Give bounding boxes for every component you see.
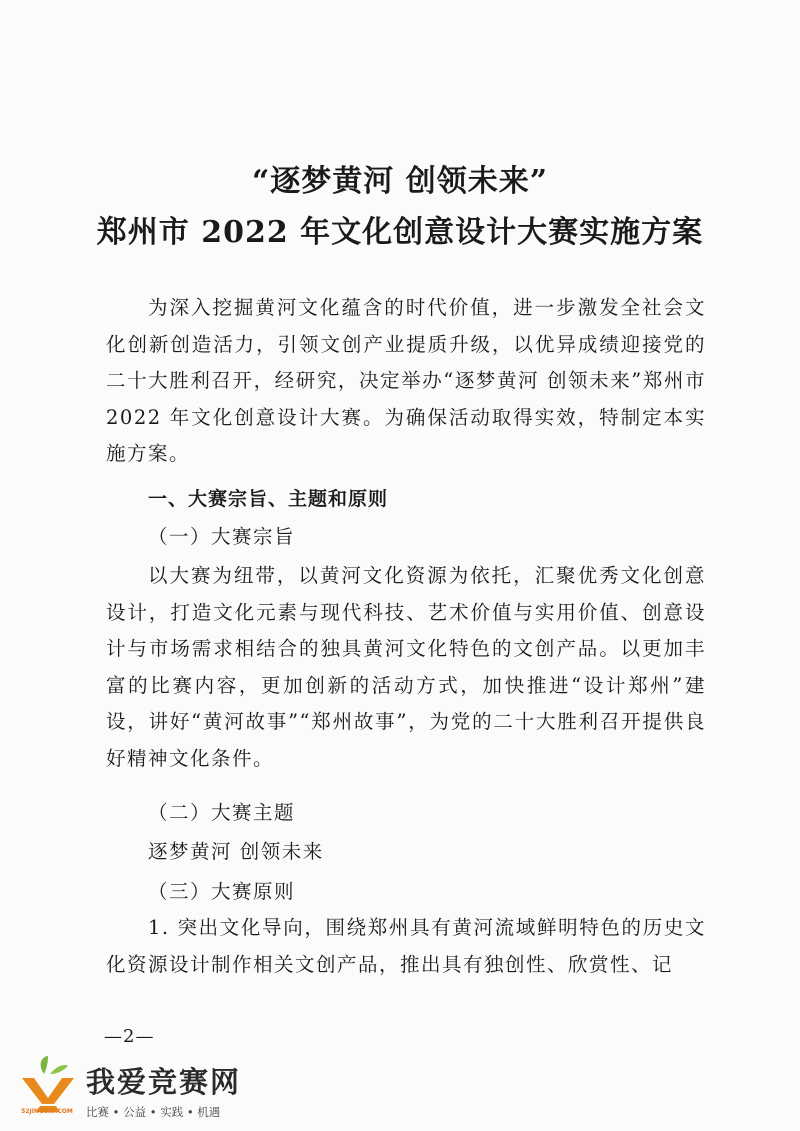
brand-slogan: 比赛 • 公益 • 实践 • 机遇 <box>86 1105 221 1119</box>
subsection2-heading: （二）大赛主题 <box>148 801 296 824</box>
subsection1-heading: （一）大赛宗旨 <box>148 525 296 548</box>
document-title-line2: 郑州市 2022 年文化创意设计大赛实施方案 <box>96 215 704 250</box>
principle-1-text: 1. 突出文化导向，围绕郑州具有黄河流域鲜明特色的历史文化资源设计制作相关文创产品，推出具有独创性、欣赏性、记 <box>106 916 706 976</box>
document-title-line1: “逐梦黄河 创领未来” <box>252 164 548 199</box>
intro-paragraph: 为深入挖掘黄河文化蕴含的时代价值，进一步激发全社会文化创新创造活力，引领文创产业提质升级，以优异成绩迎接党的二十大胜利召开，经研究，决定举办“逐梦黄河 创领未来”郑州市 2022 年文化创意设计大赛。为确保活动取得实效，特制定本实施方案。 <box>106 296 706 465</box>
section1-heading: 一、大赛宗旨、主题和原则 <box>148 488 389 510</box>
page-number: —2— <box>104 1026 155 1047</box>
watermark-footer <box>14 1052 314 1124</box>
brand-name: 我爱竞赛网 <box>86 1065 242 1099</box>
subsection3-heading: （三）大赛原则 <box>148 880 296 903</box>
subsection1-text: 以大赛为纽带，以黄河文化资源为依托，汇聚优秀文化创意设计，打造文化元素与现代科技、艺术价值与实用价值、创意设计与市场需求相结合的独具黄河文化特色的文创产品。以更加丰富的比赛内容，更加创新的活动方式，加快推进“设计郑州”建设，讲好“黄河故事”“郑州故事”，为党的二十大胜利召开提供良好精神文化条件。 <box>106 564 706 770</box>
logo-domain-text: 52JINGSAI.COM <box>21 1108 73 1115</box>
contest-theme: 逐梦黄河 创领未来 <box>148 840 324 863</box>
